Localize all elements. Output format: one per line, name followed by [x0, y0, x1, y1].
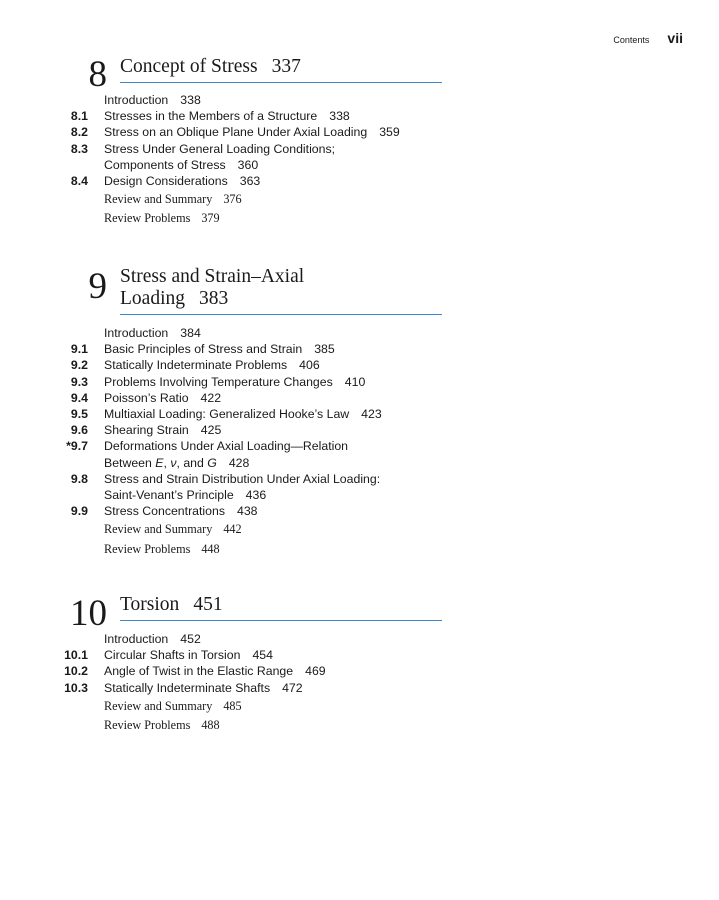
toc-entry[interactable] — [0, 438, 719, 470]
section-title: Introduction — [104, 326, 169, 340]
section-title: Review and Summary — [104, 522, 213, 537]
chapter-title-text: Torsion — [120, 594, 180, 615]
chapter-title-page: 451 — [193, 594, 223, 615]
section-page: 488 — [201, 718, 220, 733]
section-page: 469 — [305, 664, 326, 679]
section-page: 384 — [180, 326, 201, 340]
section-title: Stresses in the Members of a Structure — [104, 109, 318, 124]
symbol-e: E — [155, 455, 164, 470]
section-number — [0, 520, 104, 539]
section-page: 410 — [344, 374, 366, 389]
section-page: 338 — [180, 93, 201, 107]
toc-entry[interactable] — [0, 503, 719, 519]
section-number — [0, 92, 104, 108]
section-number: 10.2 — [64, 664, 88, 679]
section-number — [0, 325, 104, 341]
chapter-title-text: Concept of Stress — [120, 56, 258, 77]
section-number: 9.8 — [70, 471, 88, 486]
toc-entry[interactable] — [0, 680, 719, 696]
section-page: 379 — [201, 211, 220, 226]
toc-entry[interactable] — [0, 422, 719, 438]
chapter-number: 10 — [70, 593, 107, 634]
section-title: Multiaxial Loading: Generalized Hooke’s Law — [104, 407, 350, 422]
toc-entry[interactable] — [0, 390, 719, 406]
chapter-title-page: 383 — [198, 288, 229, 309]
toc-entry[interactable] — [0, 663, 719, 679]
chapter-number: 8 — [88, 54, 107, 95]
section-page: 436 — [245, 488, 267, 503]
toc-entry[interactable] — [0, 108, 719, 124]
section-title: Angle of Twist in the Elastic Range — [104, 664, 294, 679]
section-number — [0, 540, 104, 559]
section-page: 385 — [314, 342, 335, 357]
section-number: 9.2 — [70, 358, 88, 373]
section-number — [0, 631, 104, 647]
section-number: 9.4 — [70, 390, 88, 405]
toc-entry[interactable] — [0, 124, 719, 140]
toc-entry[interactable] — [0, 471, 719, 503]
toc-entry-review-summary[interactable] — [0, 190, 719, 209]
section-title-continued: Saint-Venant’s Principle — [104, 488, 234, 503]
section-title: Stress Concentrations — [104, 504, 225, 519]
toc-entry[interactable] — [0, 631, 719, 647]
symbol-nu: ν — [170, 455, 177, 470]
section-number: 10.1 — [64, 648, 88, 663]
section-number — [0, 697, 104, 716]
toc-entry-review-problems[interactable] — [0, 209, 719, 228]
chapter-title-text-continued: Loading — [120, 288, 185, 309]
section-number: 10.3 — [64, 680, 88, 695]
section-title: Shearing Strain — [104, 423, 189, 438]
section-number: 8.3 — [70, 141, 88, 156]
section-page: 485 — [223, 698, 242, 713]
section-title: Review Problems — [104, 541, 191, 556]
section-page: 363 — [239, 174, 261, 189]
section-number: 9.1 — [70, 342, 88, 357]
section-title: Stress and Strain Distribution Under Axial Loading: — [104, 471, 381, 486]
section-page: 448 — [201, 541, 220, 556]
toc-entry[interactable] — [0, 406, 719, 422]
section-page: 428 — [228, 455, 250, 470]
section-title: Review and Summary — [104, 698, 213, 713]
section-number — [0, 190, 104, 209]
toc-entry[interactable] — [0, 173, 719, 189]
toc-entry-review-problems[interactable] — [0, 540, 719, 559]
section-title: Statically Indeterminate Problems — [104, 358, 288, 373]
section-title: Introduction — [104, 93, 169, 107]
section-title-continued: Components of Stress — [104, 157, 226, 172]
section-title: Review Problems — [104, 211, 191, 226]
toc-entry[interactable] — [0, 357, 719, 373]
section-number: 9.5 — [70, 407, 88, 422]
section-title: Deformations Under Axial Loading—Relation — [104, 439, 349, 454]
symbol-g: G — [207, 455, 217, 470]
chapter-title-page: 337 — [271, 56, 301, 77]
section-number — [0, 716, 104, 735]
toc-entry[interactable] — [0, 374, 719, 390]
toc-entry[interactable] — [0, 141, 719, 173]
toc-entry-review-summary[interactable] — [0, 697, 719, 716]
section-page: 360 — [237, 157, 259, 172]
section-number: 9.3 — [70, 374, 88, 389]
section-page: 452 — [180, 632, 201, 646]
section-number: 8.1 — [70, 109, 88, 124]
section-page: 359 — [379, 125, 400, 140]
section-number: 9.6 — [70, 423, 88, 438]
chapter-title — [120, 594, 442, 621]
section-page: 442 — [223, 522, 242, 537]
section-title-continued: Between E, ν, and G — [104, 455, 217, 470]
section-title: Statically Indeterminate Shafts — [104, 680, 271, 695]
running-header — [613, 30, 683, 46]
section-title: Design Considerations — [104, 174, 228, 189]
section-page: 438 — [236, 504, 258, 519]
section-title: Introduction — [104, 632, 169, 646]
chapter-9-entries — [0, 325, 719, 559]
section-number — [0, 209, 104, 228]
header-page-number: vii — [667, 30, 683, 46]
section-page: 472 — [282, 680, 303, 695]
section-title: Review and Summary — [104, 192, 213, 207]
section-number: *9.7 — [66, 439, 88, 454]
section-page: 454 — [252, 648, 273, 663]
section-title: Review Problems — [104, 718, 191, 733]
section-title: Problems Involving Temperature Changes — [104, 374, 333, 389]
chapter-title — [120, 266, 442, 315]
section-title: Stress Under General Loading Conditions; — [104, 141, 336, 156]
section-page: 338 — [329, 109, 350, 124]
section-number: 8.2 — [70, 125, 88, 140]
chapter-title-text: Stress and Strain–Axial — [120, 266, 305, 287]
section-number: 8.4 — [70, 174, 88, 189]
section-page: 376 — [223, 192, 242, 207]
toc-entry[interactable] — [0, 647, 719, 663]
chapter-number: 9 — [88, 266, 107, 307]
toc-entry[interactable] — [0, 325, 719, 341]
toc-entry-review-summary[interactable] — [0, 520, 719, 539]
section-title: Stress on an Oblique Plane Under Axial Loading — [104, 125, 368, 140]
section-title: Circular Shafts in Torsion — [104, 648, 241, 663]
toc-entry-review-problems[interactable] — [0, 716, 719, 735]
header-label: Contents — [613, 35, 650, 45]
section-page: 423 — [361, 407, 382, 422]
section-number: 9.9 — [70, 504, 88, 519]
section-page: 422 — [200, 390, 222, 405]
section-page: 406 — [299, 358, 320, 373]
chapter-10-entries — [0, 631, 719, 735]
chapter-8-entries — [0, 92, 719, 229]
chapter-title — [120, 56, 442, 83]
section-title: Poisson’s Ratio — [104, 390, 189, 405]
toc-entry[interactable] — [0, 341, 719, 357]
toc-entry[interactable] — [0, 92, 719, 108]
section-page: 425 — [200, 423, 222, 438]
section-title: Basic Principles of Stress and Strain — [104, 342, 303, 357]
